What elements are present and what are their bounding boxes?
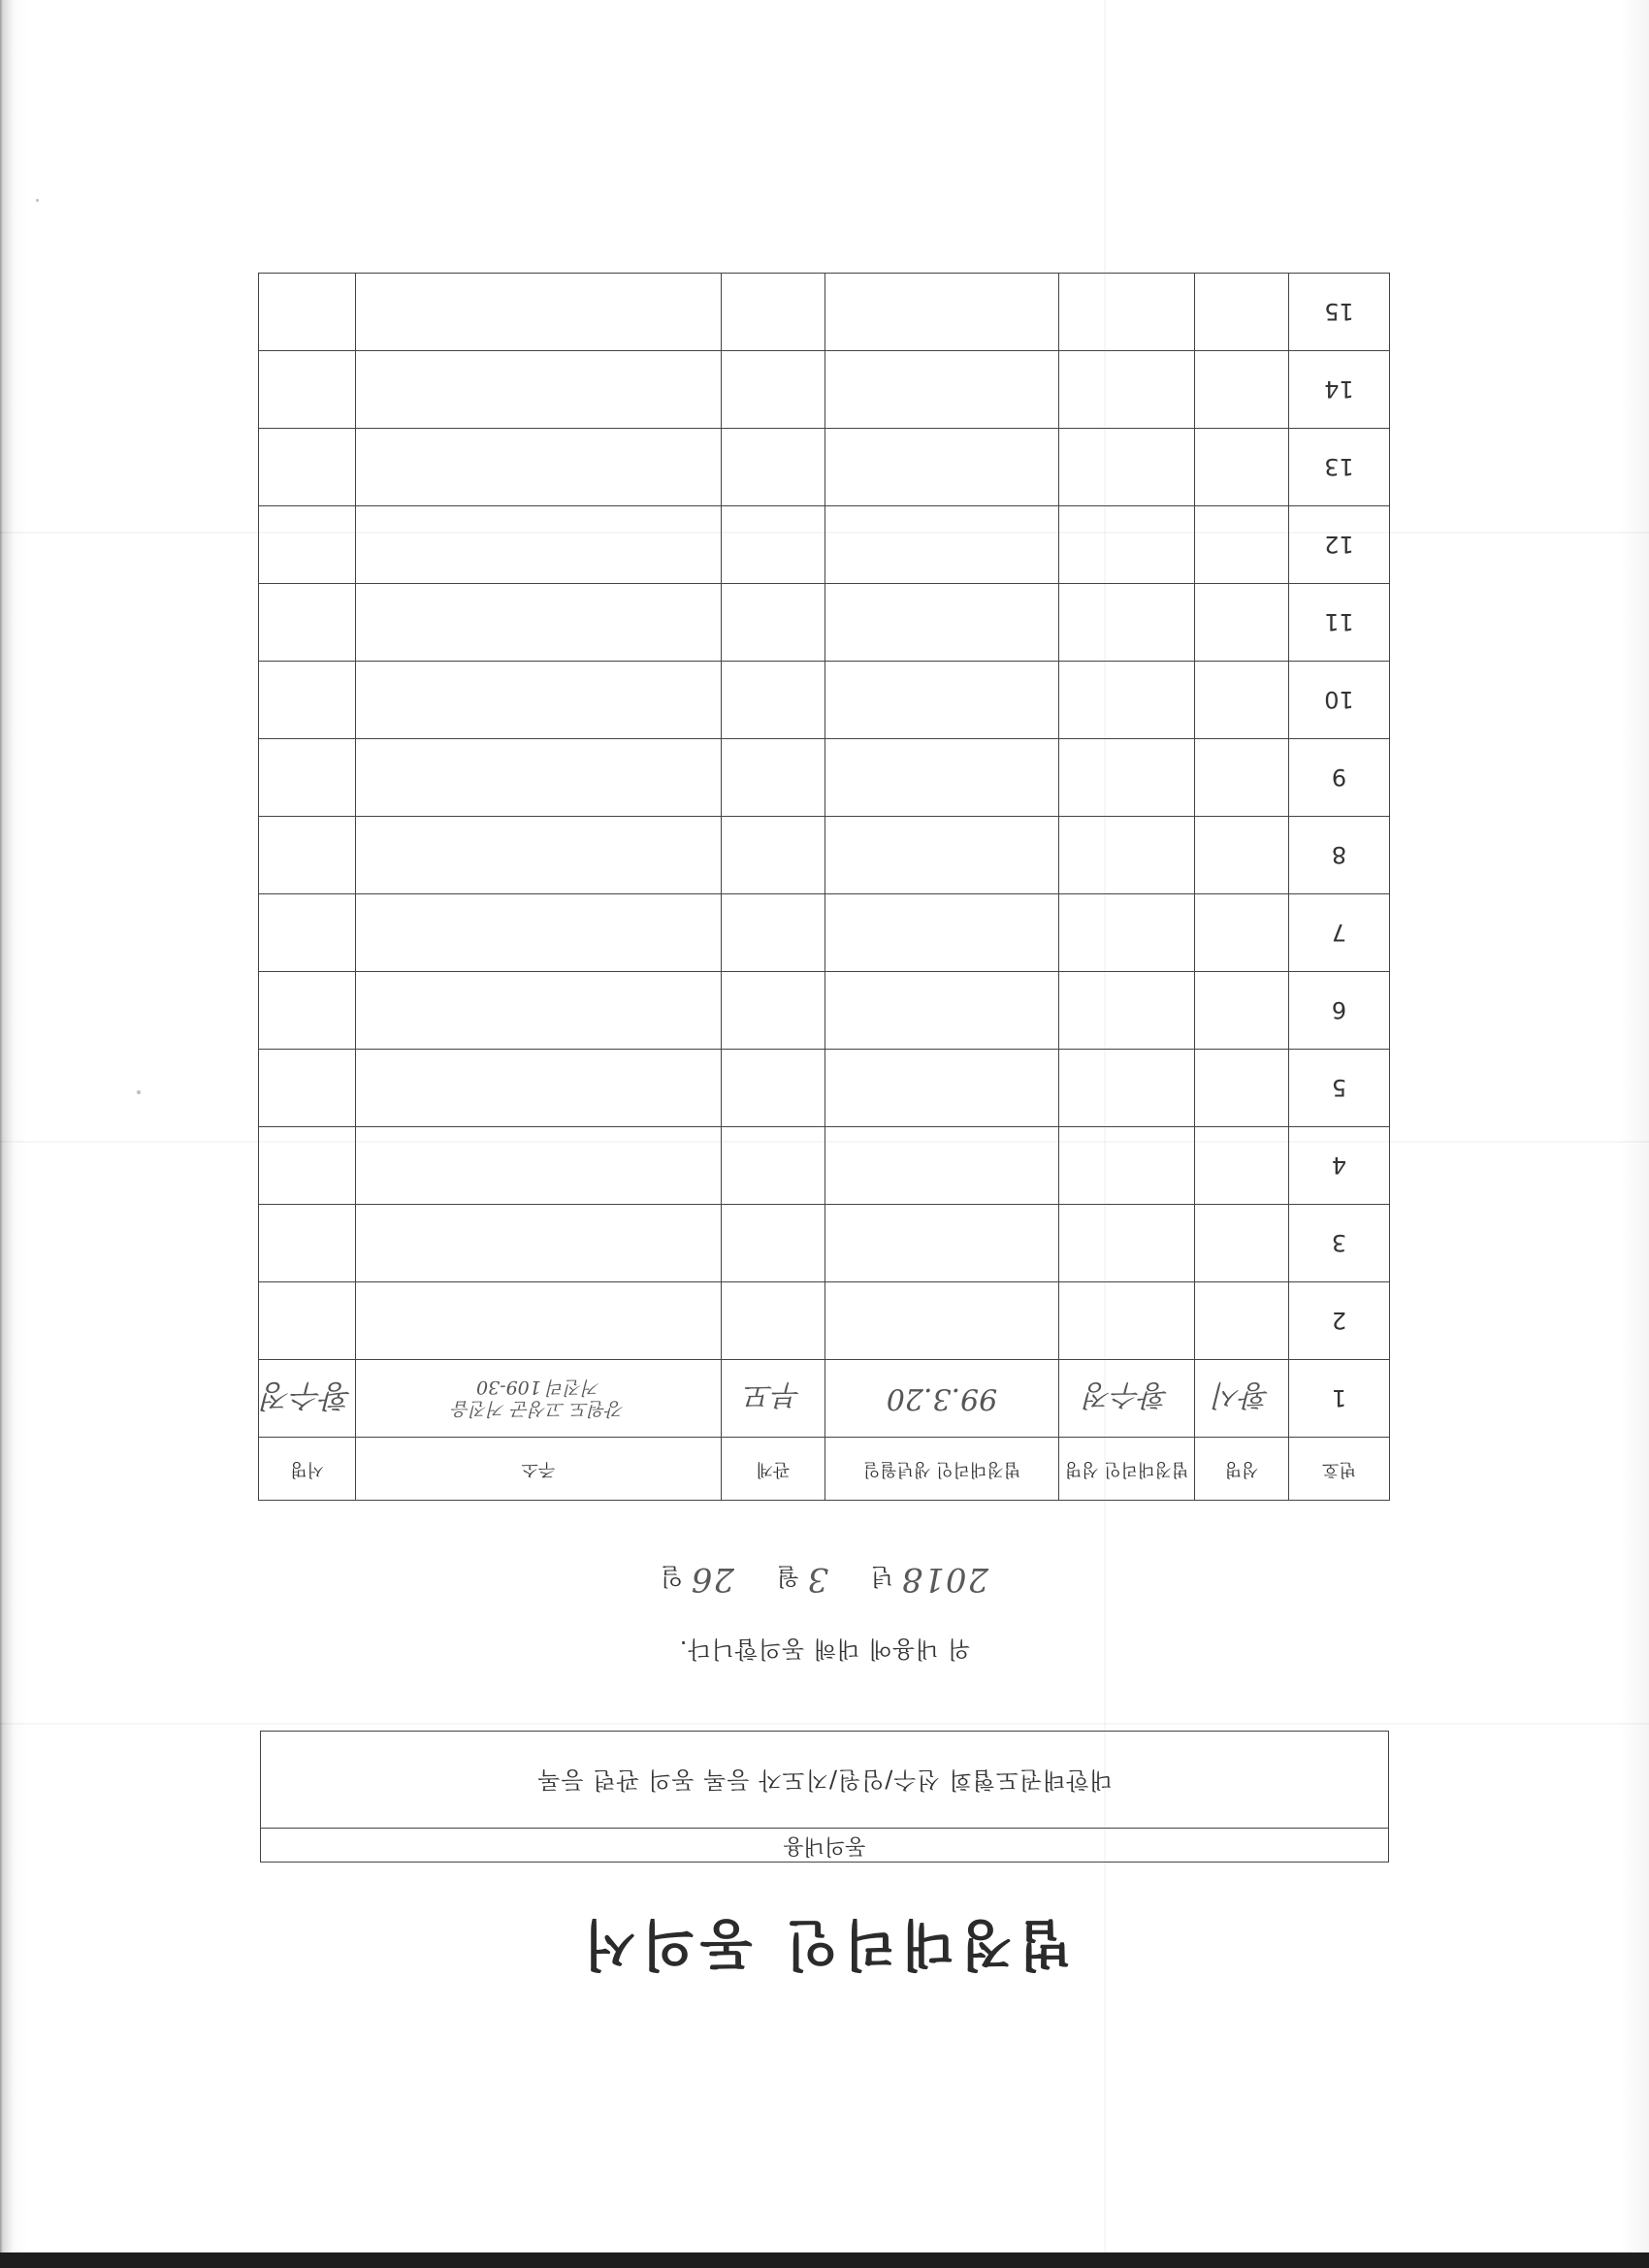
row-guardian-name bbox=[1059, 506, 1195, 584]
row-signature bbox=[259, 662, 356, 739]
agreement-statement: 위 내용에 대해 동의합니다. bbox=[678, 1636, 971, 1663]
row-name bbox=[1195, 351, 1289, 429]
row-guardian-birth: 99.3.20 bbox=[825, 1360, 1059, 1438]
scan-speck bbox=[137, 1090, 141, 1094]
row-address bbox=[356, 1360, 722, 1438]
paper-fold-line bbox=[0, 1723, 1649, 1725]
row-guardian-birth bbox=[825, 894, 1059, 972]
row-relation bbox=[722, 429, 825, 506]
date-day-unit: 일 bbox=[660, 1563, 684, 1590]
row-address bbox=[356, 1205, 722, 1282]
row-address bbox=[356, 429, 722, 506]
row-relation bbox=[722, 351, 825, 429]
title-word-2: 동의서 bbox=[577, 1912, 753, 1975]
table-row bbox=[259, 817, 1390, 894]
row-number: 6 bbox=[1289, 972, 1390, 1050]
row-guardian-birth bbox=[825, 817, 1059, 894]
row-signature bbox=[259, 274, 356, 351]
table-row bbox=[259, 1360, 1390, 1438]
row-address bbox=[356, 1127, 722, 1205]
row-guardian-birth bbox=[825, 662, 1059, 739]
date-year-unit: 년 bbox=[870, 1563, 893, 1590]
row-guardian-birth bbox=[825, 506, 1059, 584]
scanner-edge-band bbox=[0, 2252, 1649, 2268]
row-signature bbox=[259, 817, 356, 894]
row-number: 12 bbox=[1289, 506, 1390, 584]
guardian-table bbox=[258, 273, 1390, 1501]
row-signature bbox=[259, 506, 356, 584]
row-guardian-name bbox=[1059, 429, 1195, 506]
row-relation bbox=[722, 972, 825, 1050]
column-header-number: 번호 bbox=[1289, 1438, 1390, 1501]
table-row bbox=[259, 1127, 1390, 1205]
row-guardian-name bbox=[1059, 1127, 1195, 1205]
table-row bbox=[259, 662, 1390, 739]
consent-box bbox=[260, 1731, 1389, 1863]
table-row bbox=[259, 351, 1390, 429]
row-number: 7 bbox=[1289, 894, 1390, 972]
row-relation bbox=[722, 506, 825, 584]
title-word-1: 법정대리인 bbox=[779, 1912, 1072, 1975]
row-guardian-birth bbox=[825, 429, 1059, 506]
table-row bbox=[259, 972, 1390, 1050]
row-name bbox=[1195, 739, 1289, 817]
row-number: 13 bbox=[1289, 429, 1390, 506]
row-name bbox=[1195, 1127, 1289, 1205]
date-year: 2018 bbox=[900, 1560, 989, 1599]
row-signature bbox=[259, 1282, 356, 1360]
row-guardian-birth bbox=[825, 1205, 1059, 1282]
date-month-unit: 월 bbox=[776, 1563, 799, 1590]
row-guardian-birth bbox=[825, 584, 1059, 662]
table-header-row bbox=[259, 1438, 1390, 1501]
row-name bbox=[1195, 506, 1289, 584]
consent-body: 대한태권도협회 선수/임원/지도자 등록 동의 관련 등록 bbox=[536, 1766, 1113, 1794]
table-row bbox=[259, 506, 1390, 584]
document-title bbox=[0, 1909, 1649, 1987]
table-row bbox=[259, 739, 1390, 817]
row-address bbox=[356, 1282, 722, 1360]
row-number: 11 bbox=[1289, 584, 1390, 662]
row-guardian-birth bbox=[825, 972, 1059, 1050]
row-signature: 황수정 bbox=[259, 1360, 356, 1438]
row-name bbox=[1195, 1050, 1289, 1127]
row-address bbox=[356, 274, 722, 351]
row-number: 2 bbox=[1289, 1282, 1390, 1360]
column-header-guardian-birth: 법정대리인 생년월일 bbox=[825, 1438, 1059, 1501]
row-name bbox=[1195, 894, 1289, 972]
row-relation: 부모 bbox=[722, 1360, 825, 1438]
row-guardian-name bbox=[1059, 1050, 1195, 1127]
row-signature bbox=[259, 1127, 356, 1205]
row-guardian-name bbox=[1059, 1205, 1195, 1282]
row-address bbox=[356, 662, 722, 739]
row-relation bbox=[722, 1205, 825, 1282]
row-relation bbox=[722, 584, 825, 662]
column-header-relation: 관계 bbox=[722, 1438, 825, 1501]
row-signature bbox=[259, 739, 356, 817]
scan-speck bbox=[36, 199, 39, 202]
row-address bbox=[356, 972, 722, 1050]
row-signature bbox=[259, 972, 356, 1050]
row-number: 5 bbox=[1289, 1050, 1390, 1127]
table-row bbox=[259, 1205, 1390, 1282]
table-row bbox=[259, 1050, 1390, 1127]
date-line bbox=[0, 1560, 1649, 1599]
column-header-address: 주소 bbox=[356, 1438, 722, 1501]
row-guardian-name bbox=[1059, 351, 1195, 429]
row-address bbox=[356, 584, 722, 662]
row-guardian-birth bbox=[825, 351, 1059, 429]
row-relation bbox=[722, 274, 825, 351]
row-relation bbox=[722, 1282, 825, 1360]
row-relation bbox=[722, 1050, 825, 1127]
row-relation bbox=[722, 894, 825, 972]
row-name bbox=[1195, 1282, 1289, 1360]
table-row bbox=[259, 1282, 1390, 1360]
row-number: 15 bbox=[1289, 274, 1390, 351]
row-guardian-name bbox=[1059, 972, 1195, 1050]
row-address bbox=[356, 817, 722, 894]
row-guardian-name bbox=[1059, 274, 1195, 351]
row-guardian-name bbox=[1059, 584, 1195, 662]
row-name bbox=[1195, 972, 1289, 1050]
row-guardian-birth bbox=[825, 274, 1059, 351]
row-relation bbox=[722, 817, 825, 894]
row-guardian-name bbox=[1059, 894, 1195, 972]
row-name bbox=[1195, 429, 1289, 506]
table-row bbox=[259, 274, 1390, 351]
row-relation bbox=[722, 1127, 825, 1205]
row-guardian-birth bbox=[825, 1282, 1059, 1360]
row-guardian-name bbox=[1059, 1282, 1195, 1360]
table-row bbox=[259, 894, 1390, 972]
row-guardian-name bbox=[1059, 739, 1195, 817]
row-guardian-birth bbox=[825, 739, 1059, 817]
row-guardian-birth bbox=[825, 1050, 1059, 1127]
row-guardian-birth bbox=[825, 1127, 1059, 1205]
row-signature bbox=[259, 429, 356, 506]
row-address bbox=[356, 506, 722, 584]
row-guardian-name bbox=[1059, 817, 1195, 894]
table-row bbox=[259, 429, 1390, 506]
row-address bbox=[356, 351, 722, 429]
row-number: 14 bbox=[1289, 351, 1390, 429]
row-name bbox=[1195, 1205, 1289, 1282]
row-signature bbox=[259, 1050, 356, 1127]
column-header-guardian-name: 법정대리인 성명 bbox=[1059, 1438, 1195, 1501]
row-address-line: 강원도 고성군 거진읍 bbox=[452, 1398, 625, 1420]
date-month: 3 bbox=[806, 1560, 829, 1599]
row-name bbox=[1195, 662, 1289, 739]
table-row bbox=[259, 584, 1390, 662]
consent-header: 동의내용 bbox=[261, 1828, 1388, 1862]
row-signature bbox=[259, 351, 356, 429]
row-signature bbox=[259, 584, 356, 662]
row-signature bbox=[259, 894, 356, 972]
row-name bbox=[1195, 274, 1289, 351]
row-address-line: 거진리 109-30 bbox=[476, 1377, 600, 1399]
row-guardian-name: 황수정 bbox=[1059, 1360, 1195, 1438]
row-guardian-name bbox=[1059, 662, 1195, 739]
row-number: 1 bbox=[1289, 1360, 1390, 1438]
date-day: 26 bbox=[690, 1560, 734, 1599]
row-signature bbox=[259, 1205, 356, 1282]
row-number: 4 bbox=[1289, 1127, 1390, 1205]
row-name bbox=[1195, 584, 1289, 662]
row-number: 8 bbox=[1289, 817, 1390, 894]
row-relation bbox=[722, 662, 825, 739]
row-number: 9 bbox=[1289, 739, 1390, 817]
row-relation bbox=[722, 739, 825, 817]
row-name: 황시 bbox=[1195, 1360, 1289, 1438]
row-address bbox=[356, 1050, 722, 1127]
row-number: 10 bbox=[1289, 662, 1390, 739]
column-header-signature: 서명 bbox=[259, 1438, 356, 1501]
row-number: 3 bbox=[1289, 1205, 1390, 1282]
row-address bbox=[356, 739, 722, 817]
row-address bbox=[356, 894, 722, 972]
column-header-name: 성명 bbox=[1195, 1438, 1289, 1501]
row-name bbox=[1195, 817, 1289, 894]
